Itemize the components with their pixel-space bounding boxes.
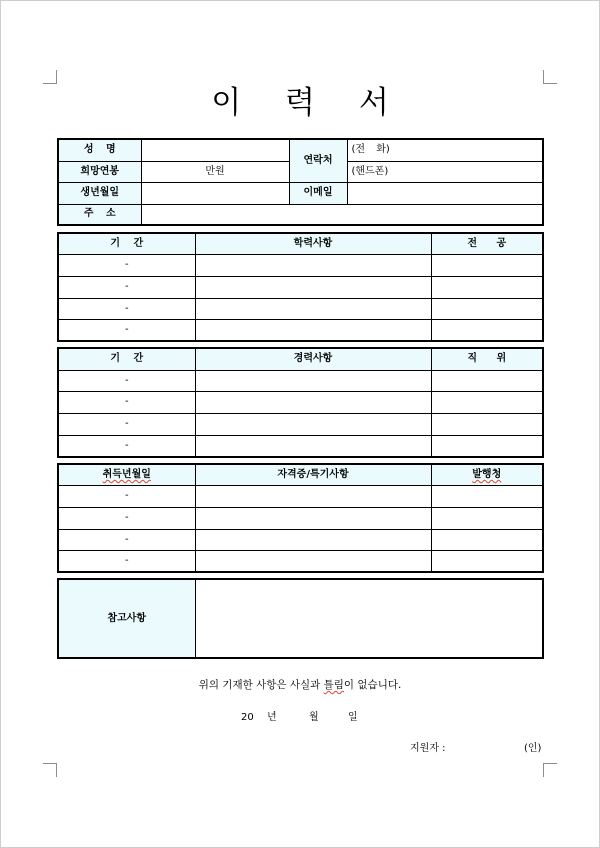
address-field[interactable] [141,204,543,225]
certification-row [58,485,543,507]
crop-mark-bottom-left [43,763,57,777]
education-detail-cell[interactable] [195,298,431,319]
personal-info-table [57,138,544,226]
education-header-row [58,233,543,254]
education-row [58,254,543,276]
education-period-cell[interactable]: - [58,298,195,319]
applicant-label: 지원자 : [410,743,446,754]
education-major-cell[interactable] [431,319,543,341]
email-label: 이메일 [289,182,347,204]
education-row [58,276,543,298]
personal-row-birth [58,182,543,204]
certifications-header-issuer: 발행청 [431,464,543,485]
declaration-text-before: 위의 기재한 사항은 사실과 [198,679,324,691]
career-row [58,413,543,435]
notes-row [58,579,543,658]
education-major-cell[interactable] [431,298,543,319]
certification-issuer-cell[interactable] [431,485,543,507]
personal-row-name [58,139,543,161]
email-field[interactable] [347,182,543,204]
date-day-unit: 일 [348,712,358,723]
date-year-prefix[interactable]: 20 [241,712,254,723]
education-table [57,232,544,342]
certification-row [58,529,543,550]
crop-mark-bottom-right [543,763,557,777]
career-detail-cell[interactable] [195,391,431,413]
education-detail-cell[interactable] [195,254,431,276]
career-period-cell[interactable]: - [58,435,195,457]
certification-detail-cell[interactable] [195,507,431,529]
career-table [57,347,544,458]
certification-detail-cell[interactable] [195,550,431,572]
education-header-detail: 학력사항 [195,233,431,254]
document-title: 이 력 서 [211,85,404,121]
name-label: 성 명 [58,139,141,161]
education-period-cell[interactable]: - [58,254,195,276]
phone-field[interactable]: (전 화) [347,139,543,161]
education-row [58,298,543,319]
certification-issuer-cell[interactable] [431,529,543,550]
education-period-cell[interactable]: - [58,319,195,341]
birth-date-label: 생년월일 [58,182,141,204]
career-period-cell[interactable]: - [58,370,195,391]
career-position-cell[interactable] [431,370,543,391]
date-month-unit: 월 [309,712,319,723]
career-header-period: 기 간 [58,348,195,370]
career-row [58,435,543,457]
contact-label: 연락처 [289,139,347,182]
education-header-period: 기 간 [58,233,195,254]
education-detail-cell[interactable] [195,276,431,298]
education-period-cell[interactable]: - [58,276,195,298]
career-position-cell[interactable] [431,413,543,435]
name-field[interactable] [141,139,289,161]
career-row [58,370,543,391]
seal-mark: (인) [524,743,542,754]
certification-date-cell[interactable]: - [58,529,195,550]
desired-salary-field[interactable]: 만원 [141,161,289,182]
career-header-position: 직 위 [431,348,543,370]
certification-row [58,550,543,572]
declaration-text-after: 이 없습니다. [343,679,402,691]
personal-row-address [58,204,543,225]
certification-date-cell[interactable]: - [58,550,195,572]
career-detail-cell[interactable] [195,370,431,391]
career-position-cell[interactable] [431,391,543,413]
certifications-header-date: 취득년월일 [58,464,195,485]
certifications-header-detail: 자격증/특기사항 [195,464,431,485]
certification-row [58,507,543,529]
career-header-detail: 경력사항 [195,348,431,370]
certifications-header-row [58,464,543,485]
education-detail-cell[interactable] [195,319,431,341]
date-year-unit: 년 [267,712,277,723]
career-period-cell[interactable]: - [58,391,195,413]
declaration-flagged-word: 틀림 [323,679,344,691]
certification-detail-cell[interactable] [195,485,431,507]
career-header-row [58,348,543,370]
career-detail-cell[interactable] [195,413,431,435]
career-detail-cell[interactable] [195,435,431,457]
declaration [0,678,600,692]
certification-issuer-cell[interactable] [431,507,543,529]
certification-detail-cell[interactable] [195,529,431,550]
certification-issuer-cell[interactable] [431,550,543,572]
birth-date-field[interactable] [141,182,289,204]
career-period-cell[interactable]: - [58,413,195,435]
education-major-cell[interactable] [431,254,543,276]
desired-salary-label: 희망연봉 [58,161,141,182]
certifications-table [57,463,544,573]
education-row [58,319,543,341]
certification-date-cell[interactable]: - [58,485,195,507]
career-position-cell[interactable] [431,435,543,457]
address-label: 주 소 [58,204,141,225]
career-row [58,391,543,413]
notes-label: 참고사항 [58,579,195,658]
notes-table [57,578,544,659]
mobile-field[interactable]: (핸드폰) [347,161,543,182]
certification-date-cell[interactable]: - [58,507,195,529]
education-major-cell[interactable] [431,276,543,298]
notes-field[interactable] [195,579,543,658]
education-header-major: 전 공 [431,233,543,254]
